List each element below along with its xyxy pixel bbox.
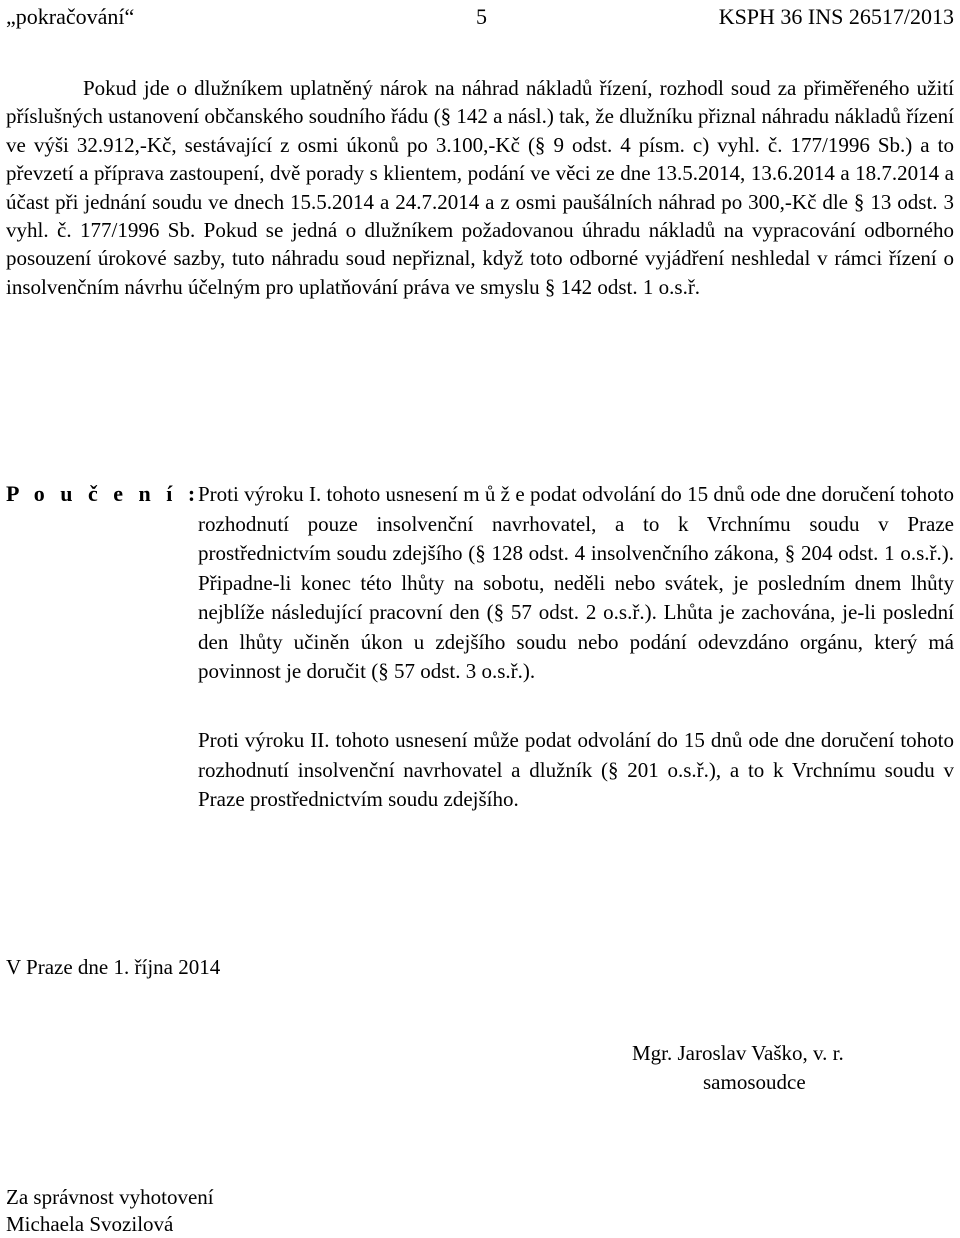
case-number: KSPH 36 INS 26517/2013 — [718, 4, 954, 29]
place-and-date: V Praze dne 1. října 2014 — [6, 955, 221, 979]
judge-name: Mgr. Jaroslav Vaško, v. r. — [632, 1041, 844, 1065]
appeal-instruction-1: Proti výroku I. tohoto usnesení m ů ž e podat odvolání do 15 dnů ode dne doručení tohoto rozhodnutí pouze insolvenční navrhovatel, a to k Vrchnímu soudu v Praze prostřednictvím soudu zdejšího (§ 128 odst. 4 insolvenčního zákona, § 204 odst. 1 o.s.ř.). Připadne-li konec této lhůty na sobotu, neděli nebo svátek, je posledním dnem lhůty nejblíže následující pracovní den (§ 57 odst. 2 o.s.ř.). Lhůta je zachována, je-li poslední den lhůty učiněn úkon u zdejšího soudu nebo podání odevzdáno orgánu, který má povinnost je doručit (§ 57 odst. 3 o.s.ř.). — [198, 482, 954, 683]
certification-label: Za správnost vyhotovení — [6, 1185, 214, 1209]
page-number: 5 — [476, 4, 487, 29]
certifier-name: Michaela Svozilová — [6, 1212, 174, 1236]
costs-paragraph: Pokud jde o dlužníkem uplatněný nárok na náhrad nákladů řízení, rozhodl soud za přiměřeného užití příslušných ustanovení občanského soudního řádu (§ 142 a násl.) tak, že dlužníku přiznal náhradu nákladů řízení ve výši 32.912,-Kč, sestávající z osmi úkonů po 3.100,-Kč (§ 9 odst. 4 písm. c) vyhl. č. 177/1996 Sb.) a to převzetí a příprava zastoupení, dvě porady s klientem, podání ve věci ze dne 13.5.2014, 13.6.2014 a 18.7.2014 a účast při jednání soudu ve dnech 15.5.2014 a 24.7.2014 a z osmi paušálních náhrad po 300,-Kč dle § 13 odst. 3 vyhl. č. 177/1996 Sb. Pokud se jedná o dlužníkem požadovanou úhradu nákladů na vypracování odborného posouzení úrokové sazby, tuto náhradu soud nepřiznal, když toto odborné vyjádření neshledal v rámci řízení o insolvenčním návrhu účelným pro uplatňování práva ve smyslu § 142 odst. 1 o.s.ř. — [6, 76, 954, 299]
header-continuation: „pokračování“ — [6, 4, 135, 29]
appeal-instruction-2: Proti výroku II. tohoto usnesení může podat odvolání do 15 dnů ode dne doručení tohoto rozhodnutí insolvenční navrhovatel a dlužník (§ 201 o.s.ř.), a to k Vrchnímu soudu v Praze prostřednictvím soudu zdejšího. — [198, 728, 954, 811]
instruction-heading: P o u č e n í : — [6, 481, 201, 506]
page-header — [6, 4, 954, 30]
judge-role: samosoudce — [703, 1070, 806, 1094]
